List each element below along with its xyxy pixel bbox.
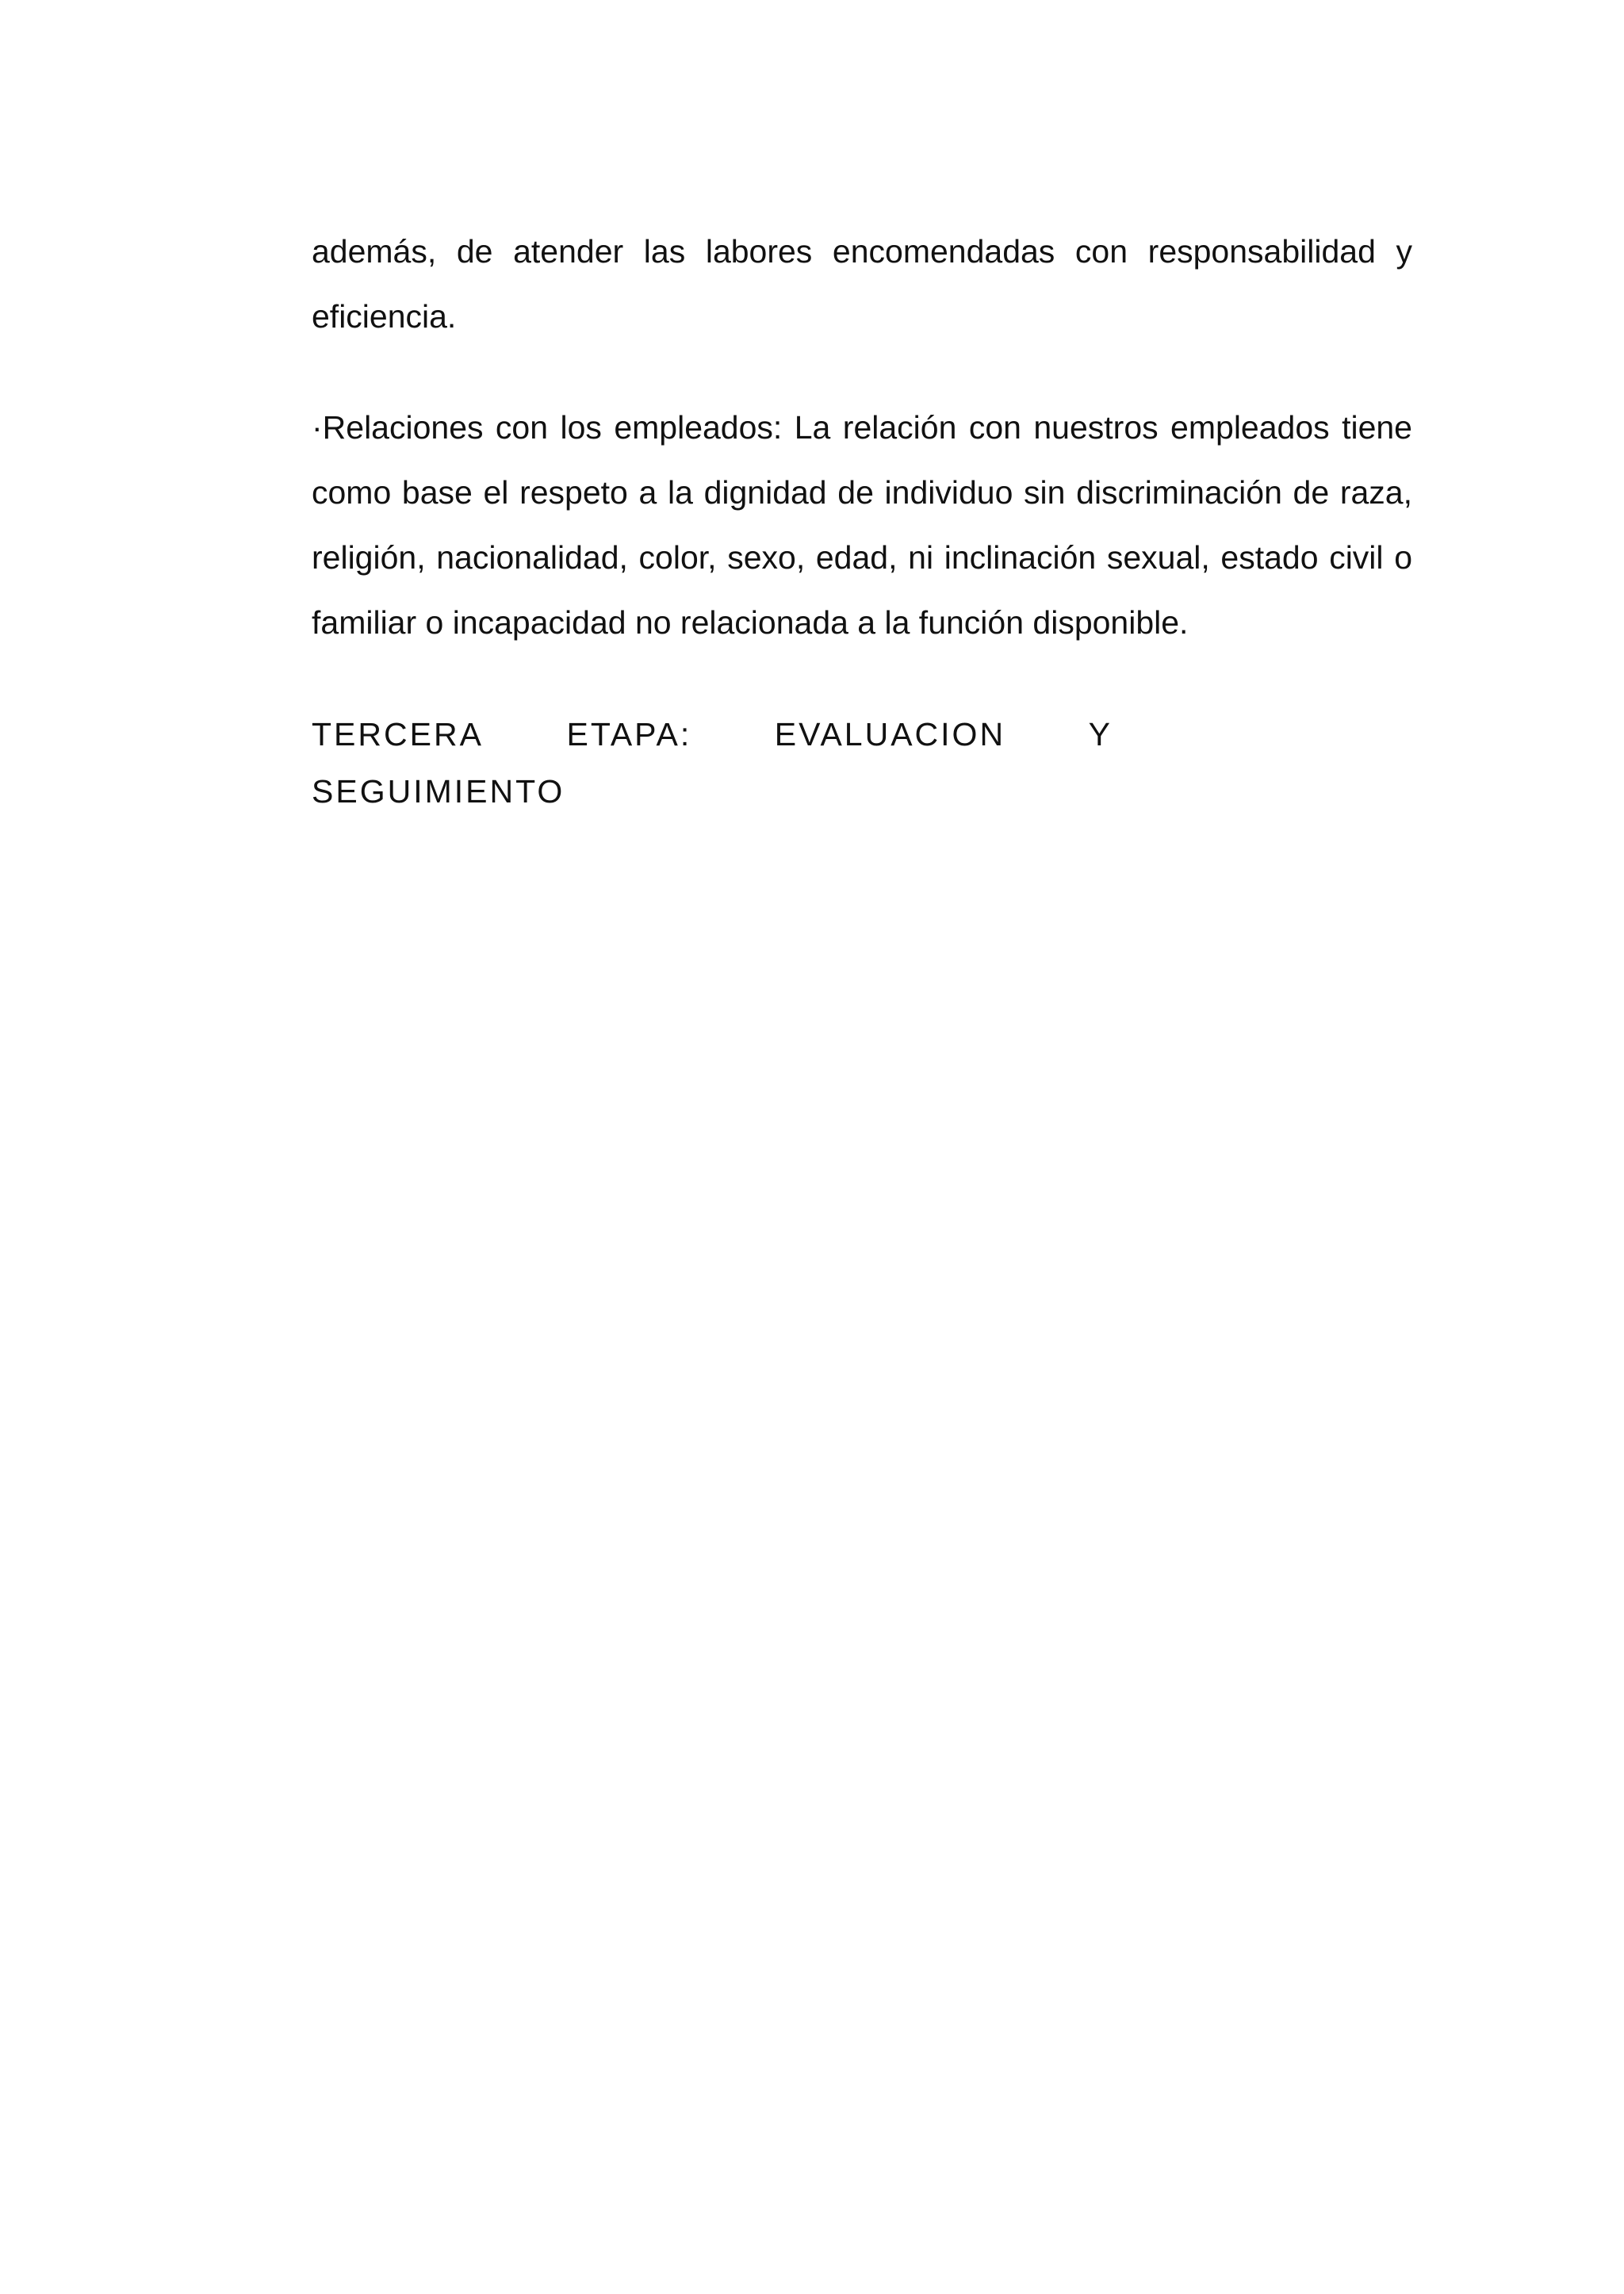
heading-word: ETAPA:: [566, 716, 692, 753]
heading-word: Y: [1088, 716, 1113, 753]
section-heading: [312, 706, 1412, 820]
heading-word: EVALUACION: [774, 716, 1006, 753]
paragraph-employee-relations: ·Relaciones con los empleados: La relación con nuestros empleados tiene como base el respeto a la dignidad de individuo sin discriminación de raza, religión, nacionalidad, color, sexo, edad, ni inclinación sexual, estado civil o familiar o incapacidad no relacionada a la función disponible.: [312, 409, 1412, 641]
heading-word: TERCERA: [312, 716, 484, 753]
section-heading-line-1: [312, 706, 1113, 763]
paragraph-continuation: además, de atender las labores encomendadas con responsabilidad y eficiencia.: [312, 233, 1412, 335]
section-heading-line-2: SEGUIMIENTO: [312, 773, 565, 810]
